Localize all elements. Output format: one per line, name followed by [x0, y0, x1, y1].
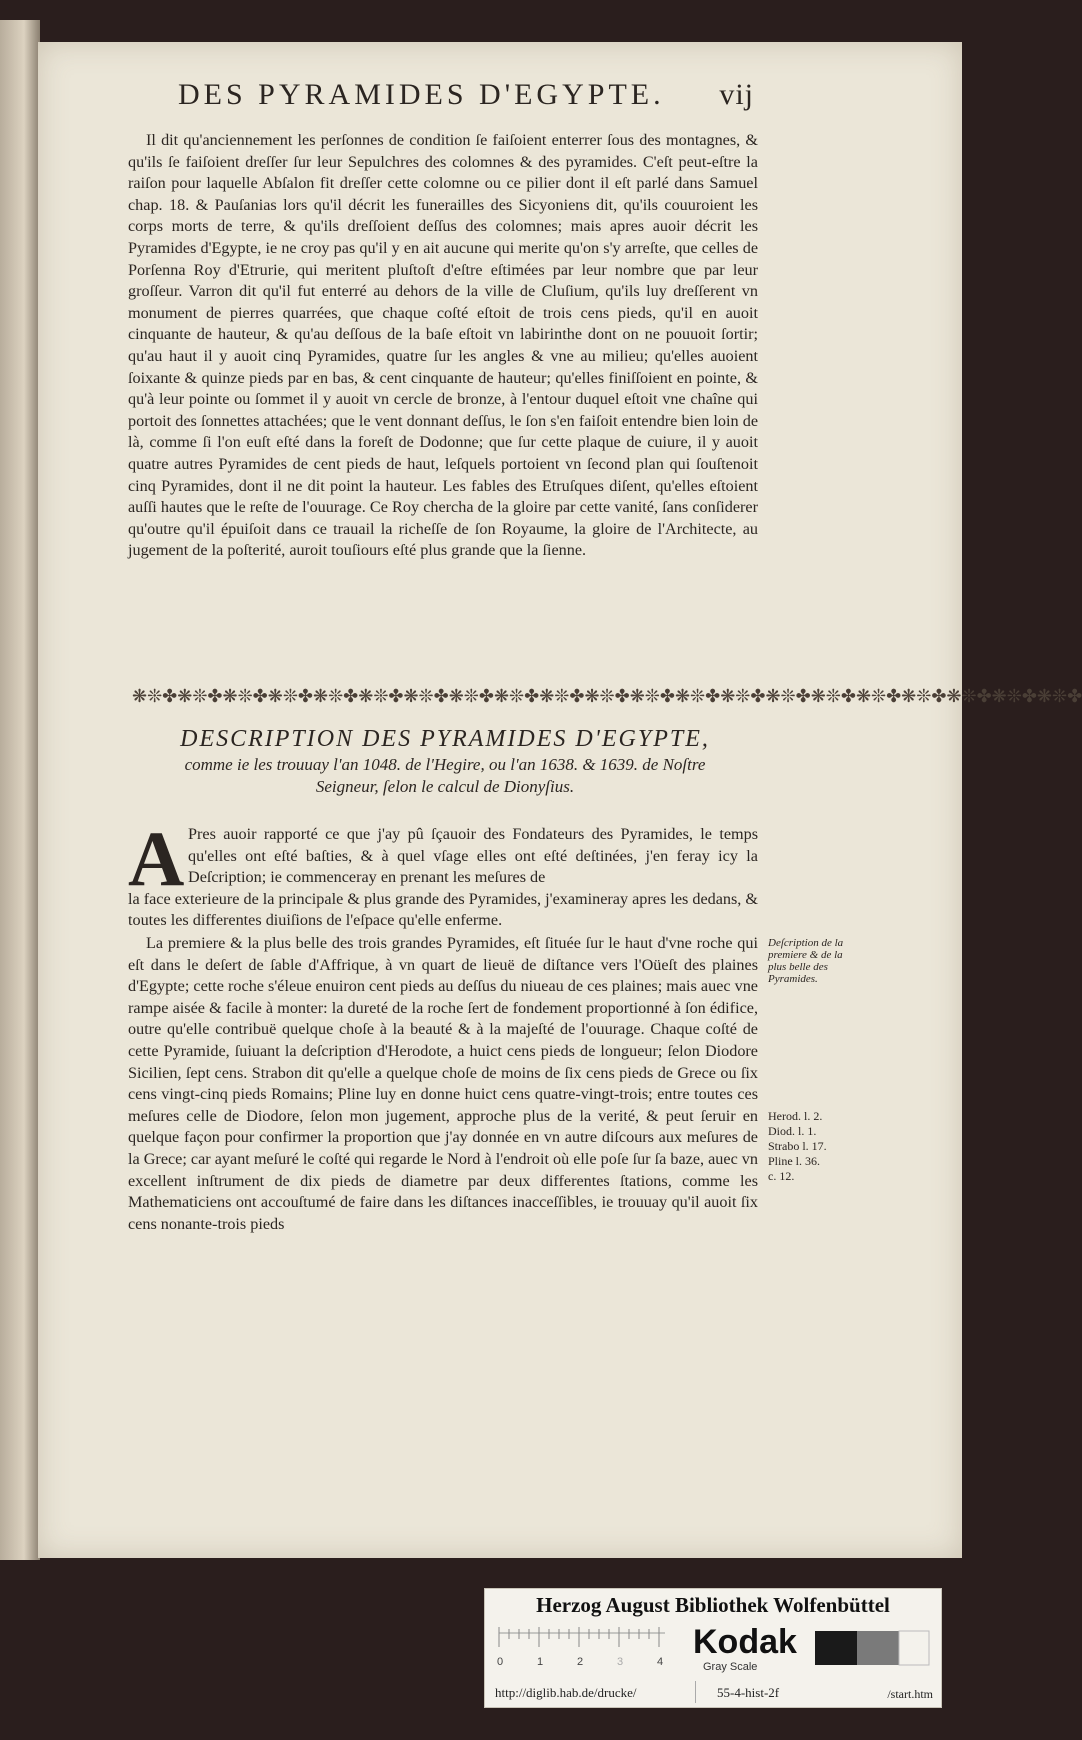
margin-reference: Diod. l. 1.: [768, 1124, 817, 1138]
section-heading: DESCRIPTION DES PYRAMIDES D'EGYPTE,: [180, 726, 710, 752]
scale-number: 0: [497, 1656, 504, 1668]
paragraph-porsenna: Il dit qu'anciennement les perſonnes de condition ſe faiſoient enterrer ſous des montagnes, & qu'ils ſe faiſoient dreſſer ſur leur Sepulchres des colomnes & des pyramides. C'eſt peut-eſtre la raiſon pour laquelle Abſalon fit dreſſer cette colomne ou ce pilier dont il eſt parlé dans Samuel chap. 18. & Pauſanias lors qu'il décrit les funerailles des Sicyoniens dit, qu'ils couuroient les corps morts de terre, & qu'ils dreſſoient deſſus des colomnes; mais apres auoir décrit les Pyramides d'Egypte, ie ne croy pas qu'il y en ait aucune qui merite qu'on s'y arreſte, que celles de Porſenna Roy d'Etrurie, qui meritent pluſtoſt d'eſtre eſtimées par leur nombre que par leur groſſeur. Varron dit qu'il fut enterré au dehors de la ville de Cluſium, qu'ils luy dreſſerent vn monument de pierres quarrées, que chaque coſté eſtoit de trois cens pieds, qu'il en auoit cinquante de hauteur, & qu'au deſſous de la baſe eſtoit vn labirinthe dont on ne pouuoit ſortir; qu'au haut il y auoit cinq Pyramides, quatre ſur les angles & vne au milieu; qu'elles auoient ſoixante & quinze pieds par en bas, & cent cinquante de hauteur; qu'elles finiſſoient en pointe, & qu'à leur pointe ou ſommet il y auoit vn cercle de bronze, à l'entour duquel eſtoit vne chaîne qui portoit des ſonnettes attachées; que le vent donnant deſſus, le ſon s'en faiſoit entendre bien loin de là, comme ſi l'on euſt eſté dans la foreſt de Dodonne; que ſur cette plaque de cuiure, il y auoit quatre autres Pyramides de cent pieds de haut, leſquels portoient vn ſecond plan qui ſouſtenoit cinq Pyramides, dont il ne dit point la hauteur. Les fables des Etruſques diſent, qu'elles eſtoient auſſi hautes que le reſte de l'ouurage. Ce Roy chercha de la gloire par cette vanité, ſans conſiderer qu'outre qu'il épuiſoit dans ce trauail la richeſſe de ſon Royaume, la gloire de l'Architecte, au jugement de la poſterité, auroit touſiours eſté plus grande que la ſienne.: [128, 131, 758, 560]
kodak-logo: Kodak: [693, 1623, 797, 1661]
margin-reference: Pline l. 36.: [768, 1154, 821, 1168]
margin-reference: Herod. l. 2.: [768, 1109, 823, 1123]
ornament-band: ❋❊✤❋❊✤❋❊✤❋❊✤❋❊✤❋❊✤❋❊✤❋❊✤❋❊✤❋❊✤❋❊✤❋❊✤❋❊✤❋❊✤❋❊✤❋❊✤❋❊✤❋❊✤❋❊✤❋❊✤❋❊✤: [132, 686, 1082, 707]
margin-note-description: Deſcription de la premiere & de la plus belle des Pyramides.: [768, 937, 844, 985]
scale-number: 3: [617, 1656, 624, 1668]
gray-scale-label: Gray Scale: [703, 1661, 758, 1673]
section-subtitle-1: comme ie les trouuay l'an 1048. de l'Hegire, ou l'an 1638. & 1639. de Noſtre: [184, 755, 706, 774]
section-title: [130, 724, 760, 798]
paragraph-introduction-rest: la face exterieure de la principale & plus grande des Pyramides, j'examineray apres les dedans, & toutes les differentes diuiſions de l'eſpace qu'elle enferme.: [128, 889, 758, 930]
section-subtitle-2: Seigneur, ſelon le calcul de Dionyſius.: [315, 777, 575, 796]
library-color-card: [484, 1588, 942, 1708]
running-head: [142, 78, 754, 118]
gray-patch-black: [815, 1631, 857, 1665]
margin-reference: c. 12.: [768, 1169, 795, 1183]
shelfmark: 55-4-hist-2f: [717, 1685, 780, 1700]
card-footer: [485, 1681, 941, 1705]
paragraph-introduction: [128, 815, 758, 932]
folio-number: vij: [719, 78, 754, 111]
paragraph-introduction-lead: Pres auoir rapporté ce que j'ay pû ſçauoir des Fondateurs des Pyramides, le temps qu'elles ont eſté baſties, & à quel vſage elles ont eſté deſtinées, j'en feray icy la Deſcription; ie commenceray en prenant les meſures de: [188, 825, 758, 887]
gray-patch-white: [899, 1631, 929, 1665]
scan-edge-left: [0, 20, 40, 1560]
running-head-title: DES PYRAMIDES D'EGYPTE.: [178, 78, 665, 111]
scale-number: 4: [657, 1656, 664, 1668]
drop-cap: A: [128, 815, 185, 902]
paragraph-great-pyramid: La premiere & la plus belle des trois grandes Pyramides, eſt ſituée ſur le haut d'vne roche qui eſt dans le deſert de ſable d'Affrique, à vn quart de lieuë de diſtance vers l'Oüeſt des plaines d'Egypte; cette roche s'éleue enuiron cent pieds au deſſus du niueau de ces plaines; mais auec vne rampe aisée & facile à monter: la dureté de la roche ſert de fondement proportionné à ſon édifice, outre qu'elle contribuë quelque choſe à la beauté & à la majeſté de l'ouurage. Chaque coſté de cette Pyramide, ſuiuant la deſcription d'Herodote, a huict cens pieds de longueur; ſelon Diodore Sicilien, ſept cens. Strabon dit qu'elle a quelque choſe de moins de ſix cens pieds de Grece ou ſix cens vingt-cinq pieds Romains; Pline luy en donne huict cens quatre-vingt-trois; entre toutes ces meſures celle de Diodore, ſelon mon jugement, approche plus de la verité, & peut ſeruir en quelque façon pour confirmer la proportion que j'ay donnée en vn autre diſcours aux meſures de la Grece; car ayant meſuré le coſté qui regarde le Nord à l'endroit où elle poſe ſur ſa baze, auec vn excellent inſtrument de dix pieds de diametre par deux differentes ſtations, comme les Mathematiciens ont accouſtumé de faire dans les diſtances inacceſſibles, ie trouuay qu'il auoit ſix cens nonante-trois pieds: [128, 934, 758, 1233]
gray-patch-mid: [857, 1631, 899, 1665]
footer-divider: [695, 1681, 696, 1703]
margin-note-references: [768, 1109, 858, 1184]
start-page-link-text: /start.htm: [887, 1687, 933, 1701]
library-name: Herzog August Bibliothek Wolfenbüttel: [536, 1593, 890, 1617]
scale-number: 1: [537, 1656, 544, 1668]
scale-number: 2: [577, 1656, 584, 1668]
digital-library-url: http://diglib.hab.de/drucke/: [495, 1685, 637, 1700]
margin-reference: Strabo l. 17.: [768, 1139, 827, 1153]
